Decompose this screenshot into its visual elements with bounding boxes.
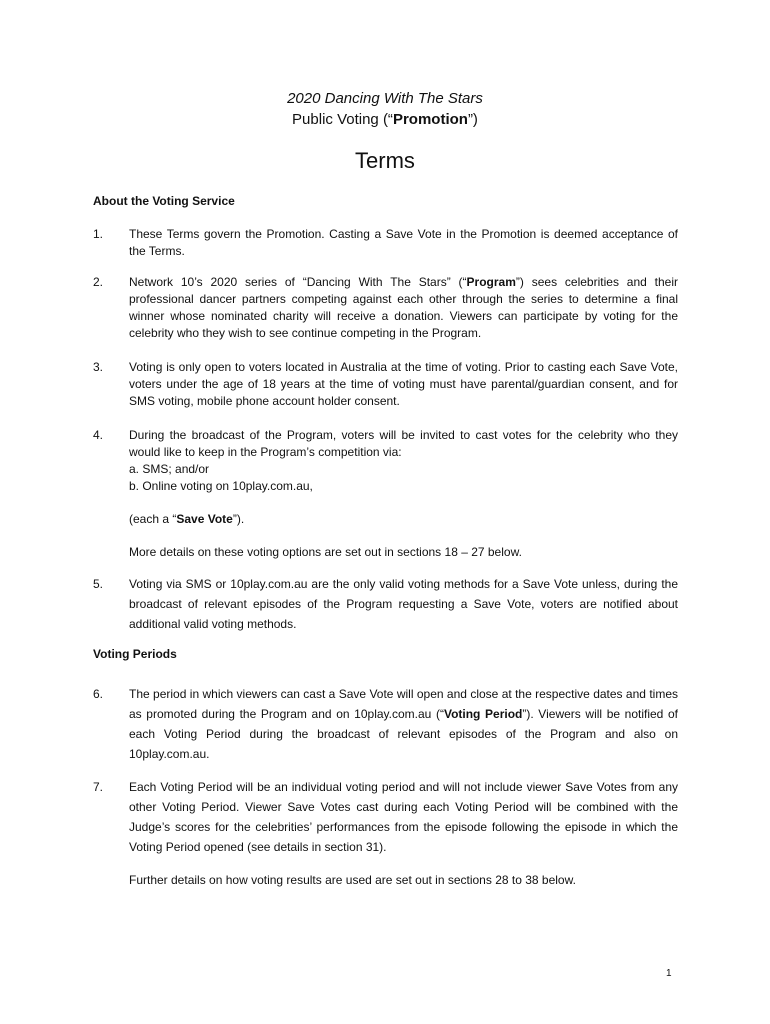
list-item	[93, 427, 678, 561]
list-item	[93, 359, 678, 410]
list-item	[93, 226, 678, 260]
item-text-bold: Voting Period	[443, 707, 523, 721]
further-details-text: Further details on how voting results are used are set out in sections 28 to 38 below.	[129, 873, 576, 887]
subtitle-bold: Promotion	[392, 111, 468, 128]
more-details-text: More details on these voting options are set out in sections 18 – 27 below.	[129, 545, 522, 559]
item-text-pre: The period in which viewers can cast a Save Vote will open and close at the respective dates and times as promoted during the Program and on 10play.com.au (“	[129, 687, 678, 721]
section-heading-periods: Voting Periods	[93, 647, 177, 661]
list-item	[93, 574, 678, 634]
item-number: 4.	[93, 428, 104, 442]
definition-post: ”).	[232, 512, 245, 526]
subtitle-post: ”)	[467, 111, 478, 128]
page-number: 1	[666, 968, 672, 979]
list-item	[93, 777, 678, 857]
item-text: Voting is only open to voters located in Australia at the time of voting. Prior to casting each Save Vote, voters under the age of 18 years at the time of voting must have parental/guardian consent, and for SMS voting, mobile phone account holder consent.	[129, 360, 678, 408]
item-text-post: ”) sees celebrities and their professional dancer partners competing against each other through the series to determine a final winner whose nominated charity will receive a donation. Viewers can participate by voting for the celebrity who they wish to see continue competing in the Program.	[129, 275, 678, 340]
definition-pre: (each a “	[129, 512, 177, 526]
item-text	[129, 684, 678, 764]
terms-heading: Terms	[355, 148, 415, 173]
sub-item-b: b. Online voting on 10play.com.au,	[129, 479, 313, 493]
item-text: Each Voting Period will be an individual voting period and will not include viewer Save Votes from any other Voting Period. Viewer Save Votes cast during each Voting Period will be combined with the Judge’s scores for the celebrities’ performances from the episode following the episode in which the Voting Period opened (see details in section 31).	[129, 780, 678, 854]
document-subtitle	[0, 111, 770, 128]
section-heading-about: About the Voting Service	[93, 194, 235, 208]
item-number: 6.	[93, 687, 104, 701]
item-number: 3.	[93, 360, 104, 374]
item-number: 5.	[93, 577, 104, 591]
list-item	[93, 684, 678, 764]
sub-item-a: a. SMS; and/or	[129, 462, 210, 476]
item-text-pre: Network 10’s 2020 series of “Dancing With The Stars” (“	[129, 275, 467, 289]
subtitle-pre: Public Voting (“	[292, 111, 393, 128]
item-text-bold: Program	[466, 275, 516, 289]
item-text: During the broadcast of the Program, voters will be invited to cast votes for the celebrity who they would like to keep in the Program’s competition via:	[129, 428, 678, 459]
document-title: 2020 Dancing With The Stars	[287, 90, 483, 107]
item-text: These Terms govern the Promotion. Casting a Save Vote in the Promotion is deemed acceptance of the Terms.	[129, 227, 678, 258]
item-number: 7.	[93, 780, 104, 794]
item-text-post: ”). Viewers will be notified of each Voting Period during the broadcast of relevant episodes of the Program and also on 10play.com.au.	[129, 707, 678, 761]
item-text: Voting via SMS or 10play.com.au are the only valid voting methods for a Save Vote unless, during the broadcast of relevant episodes of the Program requesting a Save Vote, voters are notified about additional valid voting methods.	[129, 577, 678, 631]
item-number: 1.	[93, 227, 104, 241]
item-text	[129, 274, 678, 342]
save-vote-definition	[129, 511, 678, 528]
list-item	[93, 274, 678, 342]
item-number: 2.	[93, 275, 104, 289]
definition-bold: Save Vote	[176, 512, 233, 526]
